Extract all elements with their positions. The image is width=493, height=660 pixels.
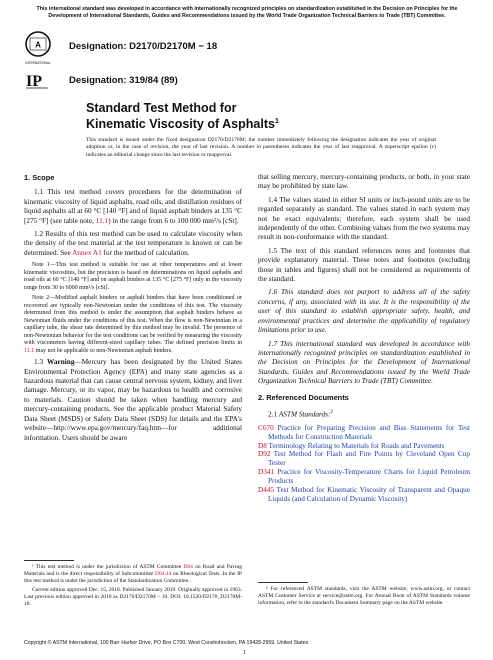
page-number: 1 [243, 650, 246, 656]
reference-title[interactable]: Practice for Preparing Precision and Bias Statements for Test Methods for Construction Materials [268, 423, 470, 441]
svg-text:INTERNATIONAL: INTERNATIONAL [25, 61, 51, 65]
preface-text: This standard is issued under the fixed designation D2170/D2170M; the number immediately following the designation indicates the year of original adoption or, in the case of revision, the year of last revision. A number in parentheses indicates the year of last reapproval. A superscript epsilon (ε) indicates an editorial change since the last revision or reapproval. [86, 137, 436, 158]
reference-code[interactable]: D8 [258, 441, 267, 450]
reference-code[interactable]: C670 [258, 423, 274, 432]
reference-item[interactable] [258, 468, 470, 486]
svg-text:A: A [35, 40, 41, 50]
reference-item[interactable] [258, 450, 470, 468]
footnote-1-edition: Current edition approved Dec. 15, 2018. Published January 2019. Originally approved in 1963. Last previous edition approved in 2010 as D2170/D2170M – 10. DOI: 10.1520/D2170_D2170M-18. [24, 586, 242, 607]
right-column [258, 173, 470, 504]
document-title [86, 101, 426, 131]
reference-title[interactable]: Test Method for Kinematic Viscosity of Transparent and Opaque Liquids (and Calculation of Dynamic Viscosity) [268, 486, 470, 503]
paragraph-2-1: 2.1 ASTM Standards:$^2$ [268, 409, 333, 419]
paragraph-1-7: 1.7 This international standard was developed in accordance with internationally recognized principles on standardization established in the Decision on Principles for the Development of International Standards, Guides and Recommendations issued by the World Trade Organization Technical Barriers to Trade (TBT) Committee. [258, 339, 470, 386]
link-annex-a1[interactable]: Annex A1 [72, 248, 102, 257]
astm-logo [24, 30, 52, 68]
footnote-1 [24, 564, 242, 607]
footnote-rule-right [258, 582, 308, 583]
footnote-rule-left [24, 560, 74, 561]
title-line-2: Kinematic Viscosity of Asphalts$^1$ [86, 117, 279, 132]
ip-logo [24, 70, 52, 90]
reference-item[interactable] [258, 424, 470, 442]
scope-heading: 1. Scope [24, 173, 55, 182]
note-2: Note 2—Modified asphalt binders or asphalt binders that have been conditioned or recovered are typically non-Newtonian under the conditions of this test. The viscosity determined from this method is under the assumption that asphalt binders behave as Newtonian fluids under the conditions of this test. When the flow is non-Newtonian in a capillary tube, the shear rate determined by this method may be invalid. The presence of non-Newtonian behavior for the test conditions can be verified by measuring the viscosity with viscometers having different-sized capillary tubes. The defined precision limits in 11.1 may not be applicable to non-Newtonian asphalt binders. [24, 295, 242, 354]
reference-title[interactable]: Practice for Viscosity-Temperature Charts for Liquid Petroleum Products [268, 468, 470, 486]
title-footnote-mark: 1 [274, 118, 279, 125]
svg-text:IP: IP [26, 73, 42, 90]
paragraph-1-3: 1.3 Warning—Mercury has been designated by the United States Environmental Protection Agency (EPA) and many state agencies as a hazardous material that can cause central nervous system, kidney, and liver damage. Mercury, or its vapor, may be hazardous to health and corrosive to materials. Caution should be taken when handling mercury and mercury-containing products. See the applicable product Material Safety Data Sheet (MSDS) or Safety Data Sheet (SDS) for details and the EPA's website—http://www.epa.gov/mercury/faq.htm—for additional information. Users should be aware [24, 358, 242, 442]
paragraph-1-5: 1.5 The text of this standard references notes and footnotes that provide explanatory material. These notes and footnotes (excluding those in tables and figures) shall not be considered as requirements of the standard. [258, 246, 470, 284]
warning-label: Warning [47, 358, 75, 367]
title-line-1: Standard Test Method for [86, 101, 237, 115]
paragraph-1-4: 1.4 The values stated in either SI units or inch-pound units are to be regarded separately as standard. The values stated in each system may not be exact equivalents; therefore, each system shall be used independently of the other. Combining values from the two systems may result in non-conformance with the standard. [258, 195, 470, 242]
reference-title[interactable]: Test Method for Flash and Fire Points by Cleveland Open Cup Tester [268, 450, 470, 468]
link-11-1[interactable]: 11.1 [95, 216, 109, 225]
reference-code[interactable]: D92 [258, 450, 271, 459]
reference-item[interactable] [258, 442, 470, 451]
link-d04-44[interactable]: D04.44 [155, 570, 172, 577]
reference-code[interactable]: D445 [258, 486, 275, 495]
link-note2-11-1[interactable]: 11.1 [24, 347, 35, 354]
referenced-documents-heading: 2. Referenced Documents [258, 392, 349, 402]
footnote-1-text: ¹ This test method is under the jurisdiction of ASTM Committee D04 on Road and Paving Materials and is the direct responsibility of Subcommittee D04.44 on Rheological Tests. In the IP this test method is under the jurisdiction of the Standardization Committee.. [24, 564, 242, 584]
reference-list [258, 424, 470, 504]
international-standard-notice: This international standard was developed in accordance with internationally recognized principles on standardization established in the Decision on Principles for the Development of International Standards, Guides and Recommendations issued by the World Trade Organization Technical Barriers to Trade (TBT) Committee. [36, 6, 458, 19]
reference-title[interactable]: Terminology Relating to Materials for Roads and Pavements [266, 441, 445, 450]
designation-ip: Designation: 319/84 (89) [69, 75, 178, 86]
reference-item[interactable] [258, 486, 470, 504]
copyright-line: Copyright © ASTM International, 100 Barr Harbor Drive, PO Box C700, West Conshohocken, PA 19428-2959. United States [24, 640, 309, 646]
paragraph-1-2: 1.2 Results of this test method can be used to calculate viscosity when the density of the test material at the test temperature is known or can be determined. See Annex A1 for the method of calculation. [24, 230, 242, 257]
reference-code[interactable]: D341 [258, 468, 275, 477]
designation-astm: Designation: D2170/D2170M − 18 [69, 41, 218, 52]
link-d04[interactable]: D04 [183, 564, 193, 570]
paragraph-1-3-continued: that selling mercury, mercury-containing products, or both, in your state may be prohibited by state law. [258, 173, 470, 191]
footnote-2: ² For referenced ASTM standards, visit the ASTM website, www.astm.org, or contact ASTM Customer Service at service@astm.org. For Annual Book of ASTM Standards volume information, refer to the standard's Document Summary page on the ASTM website. [258, 586, 470, 606]
paragraph-1-6: 1.6 This standard does not purport to address all of the safety concerns, if any, associated with its use. It is the responsibility of the user of this standard to establish appropriate safety, health, and environmental practices and determine the applicability of regulatory limitations prior to use. [258, 288, 470, 335]
paragraph-1-1: 1.1 This test method covers procedures for the determination of kinematic viscosity of liquid asphalts, road oils, and distillation residues of liquid asphalts all at 60 °C [140 °F] and of liquid asphalt binders at 135 °C [275 °F] (see table note, 11.1) in the range from 6 to 100 000 mm²/s [cSt]. [24, 188, 242, 225]
left-column [24, 173, 242, 447]
note-1: Note 1—This test method is suitable for use at other temperatures and at lower kinematic viscosities, but the precision is based on determinations on liquid asphalts and road oils at 60 °C [140 °F] and on asphalt binders at 135 °C [275 °F] only in the viscosity range from 30 to 6000 mm²/s [cSt]. [24, 262, 242, 291]
